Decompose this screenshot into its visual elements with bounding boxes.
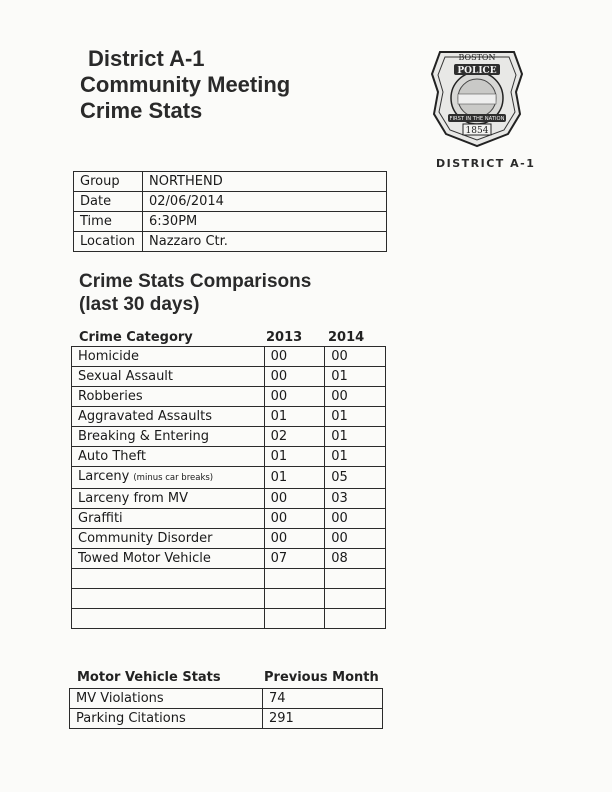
- comparison-title-line-2: (last 30 days): [79, 294, 200, 315]
- value-2014-cell: 00: [325, 529, 386, 549]
- crime-row: [72, 387, 386, 407]
- blank-cell: [72, 569, 265, 589]
- mv-row: [70, 689, 383, 709]
- blank-cell: [264, 609, 325, 629]
- value-2013-cell: 00: [264, 489, 325, 509]
- crime-row: [72, 427, 386, 447]
- comparison-title-line-1: Crime Stats Comparisons: [79, 271, 312, 292]
- value-2013-cell: 01: [264, 407, 325, 427]
- crime-category-label: Sexual Assault: [78, 369, 174, 384]
- blank-cell: [72, 609, 265, 629]
- value-2014-cell: 03: [325, 489, 386, 509]
- info-label: Location: [74, 232, 143, 252]
- mv-stats-table: [69, 688, 383, 729]
- page-title: [80, 46, 290, 124]
- value-2014-cell: 05: [325, 467, 386, 489]
- crime-row: [72, 447, 386, 467]
- mv-label: MV Violations: [70, 689, 263, 709]
- year-2013-header: 2013: [266, 330, 303, 345]
- info-label: Time: [74, 212, 143, 232]
- blank-cell: [325, 609, 386, 629]
- blank-cell: [325, 569, 386, 589]
- badge-motto-text: FIRST IN THE NATION: [449, 116, 505, 122]
- value-2013-cell: 00: [264, 509, 325, 529]
- crime-category-header: Crime Category: [79, 330, 193, 345]
- crime-row: [72, 549, 386, 569]
- title-line-1: District A-1: [88, 46, 205, 71]
- info-row: [74, 192, 387, 212]
- crime-category-cell: [72, 387, 265, 407]
- value-2013-cell: 00: [264, 347, 325, 367]
- value-2014-cell: 01: [325, 407, 386, 427]
- crime-category-label: Homicide: [78, 349, 140, 364]
- comparison-title: [79, 270, 311, 316]
- crime-row: [72, 367, 386, 387]
- info-value: NORTHEND: [143, 172, 387, 192]
- info-row: [74, 172, 387, 192]
- crime-category-cell: [72, 407, 265, 427]
- value-2014-cell: 00: [325, 387, 386, 407]
- blank-cell: [264, 569, 325, 589]
- crime-category-cell: [72, 509, 265, 529]
- info-value: 02/06/2014: [143, 192, 387, 212]
- info-label: Date: [74, 192, 143, 212]
- value-2013-cell: 01: [264, 447, 325, 467]
- crime-category-label: Breaking & Entering: [78, 429, 209, 444]
- crime-row: [72, 489, 386, 509]
- crime-category-cell: [72, 467, 265, 489]
- blank-cell: [72, 589, 265, 609]
- value-2014-cell: 00: [325, 509, 386, 529]
- value-2013-cell: 01: [264, 467, 325, 489]
- blank-row: [72, 569, 386, 589]
- mv-label: Parking Citations: [70, 709, 263, 729]
- mv-stats-header: Motor Vehicle Stats: [77, 670, 221, 685]
- meeting-info-table: [73, 171, 387, 252]
- previous-month-header: Previous Month: [264, 670, 379, 685]
- mv-value: 74: [263, 689, 383, 709]
- info-label: Group: [74, 172, 143, 192]
- crime-category-label: Graffiti: [78, 511, 123, 526]
- crime-category-label: Auto Theft: [78, 449, 146, 464]
- mv-value: 291: [263, 709, 383, 729]
- crime-category-label: Towed Motor Vehicle: [78, 551, 211, 566]
- value-2013-cell: 00: [264, 387, 325, 407]
- blank-row: [72, 609, 386, 629]
- info-row: [74, 232, 387, 252]
- badge-year-text: 1854: [465, 126, 489, 136]
- blank-row: [72, 589, 386, 609]
- info-row: [74, 212, 387, 232]
- title-line-3: Crime Stats: [80, 98, 203, 123]
- crime-category-label: Community Disorder: [78, 531, 213, 546]
- crime-row: [72, 509, 386, 529]
- value-2014-cell: 01: [325, 447, 386, 467]
- year-2014-header: 2014: [328, 330, 365, 345]
- crime-category-label: Larceny: [78, 469, 130, 484]
- info-value: Nazzaro Ctr.: [143, 232, 387, 252]
- info-value: 6:30PM: [143, 212, 387, 232]
- crime-category-cell: [72, 367, 265, 387]
- title-line-2: Community Meeting: [80, 72, 291, 97]
- crime-row: [72, 347, 386, 367]
- value-2014-cell: 08: [325, 549, 386, 569]
- value-2014-cell: 00: [325, 347, 386, 367]
- blank-cell: [264, 589, 325, 609]
- value-2013-cell: 00: [264, 367, 325, 387]
- blank-cell: [325, 589, 386, 609]
- crime-category-label: Larceny from MV: [78, 491, 188, 506]
- district-label: DISTRICT A-1: [436, 157, 536, 170]
- crime-category-label: Aggravated Assaults: [78, 409, 212, 424]
- badge-banner-text: POLICE: [457, 66, 497, 76]
- value-2013-cell: 00: [264, 529, 325, 549]
- crime-category-cell: [72, 529, 265, 549]
- crime-row: [72, 529, 386, 549]
- crime-category-cell: [72, 447, 265, 467]
- value-2013-cell: 07: [264, 549, 325, 569]
- value-2014-cell: 01: [325, 427, 386, 447]
- crime-category-cell: [72, 347, 265, 367]
- boston-police-badge-icon: [428, 44, 526, 148]
- crime-category-note: (minus car breaks): [133, 473, 214, 483]
- badge-top-text: BOSTON: [458, 53, 496, 62]
- value-2013-cell: 02: [264, 427, 325, 447]
- crime-row: [72, 467, 386, 489]
- crime-category-cell: [72, 549, 265, 569]
- crime-row: [72, 407, 386, 427]
- crime-comparison-table: [71, 346, 386, 629]
- value-2014-cell: 01: [325, 367, 386, 387]
- crime-category-cell: [72, 489, 265, 509]
- crime-category-cell: [72, 427, 265, 447]
- crime-category-label: Robberies: [78, 389, 143, 404]
- mv-row: [70, 709, 383, 729]
